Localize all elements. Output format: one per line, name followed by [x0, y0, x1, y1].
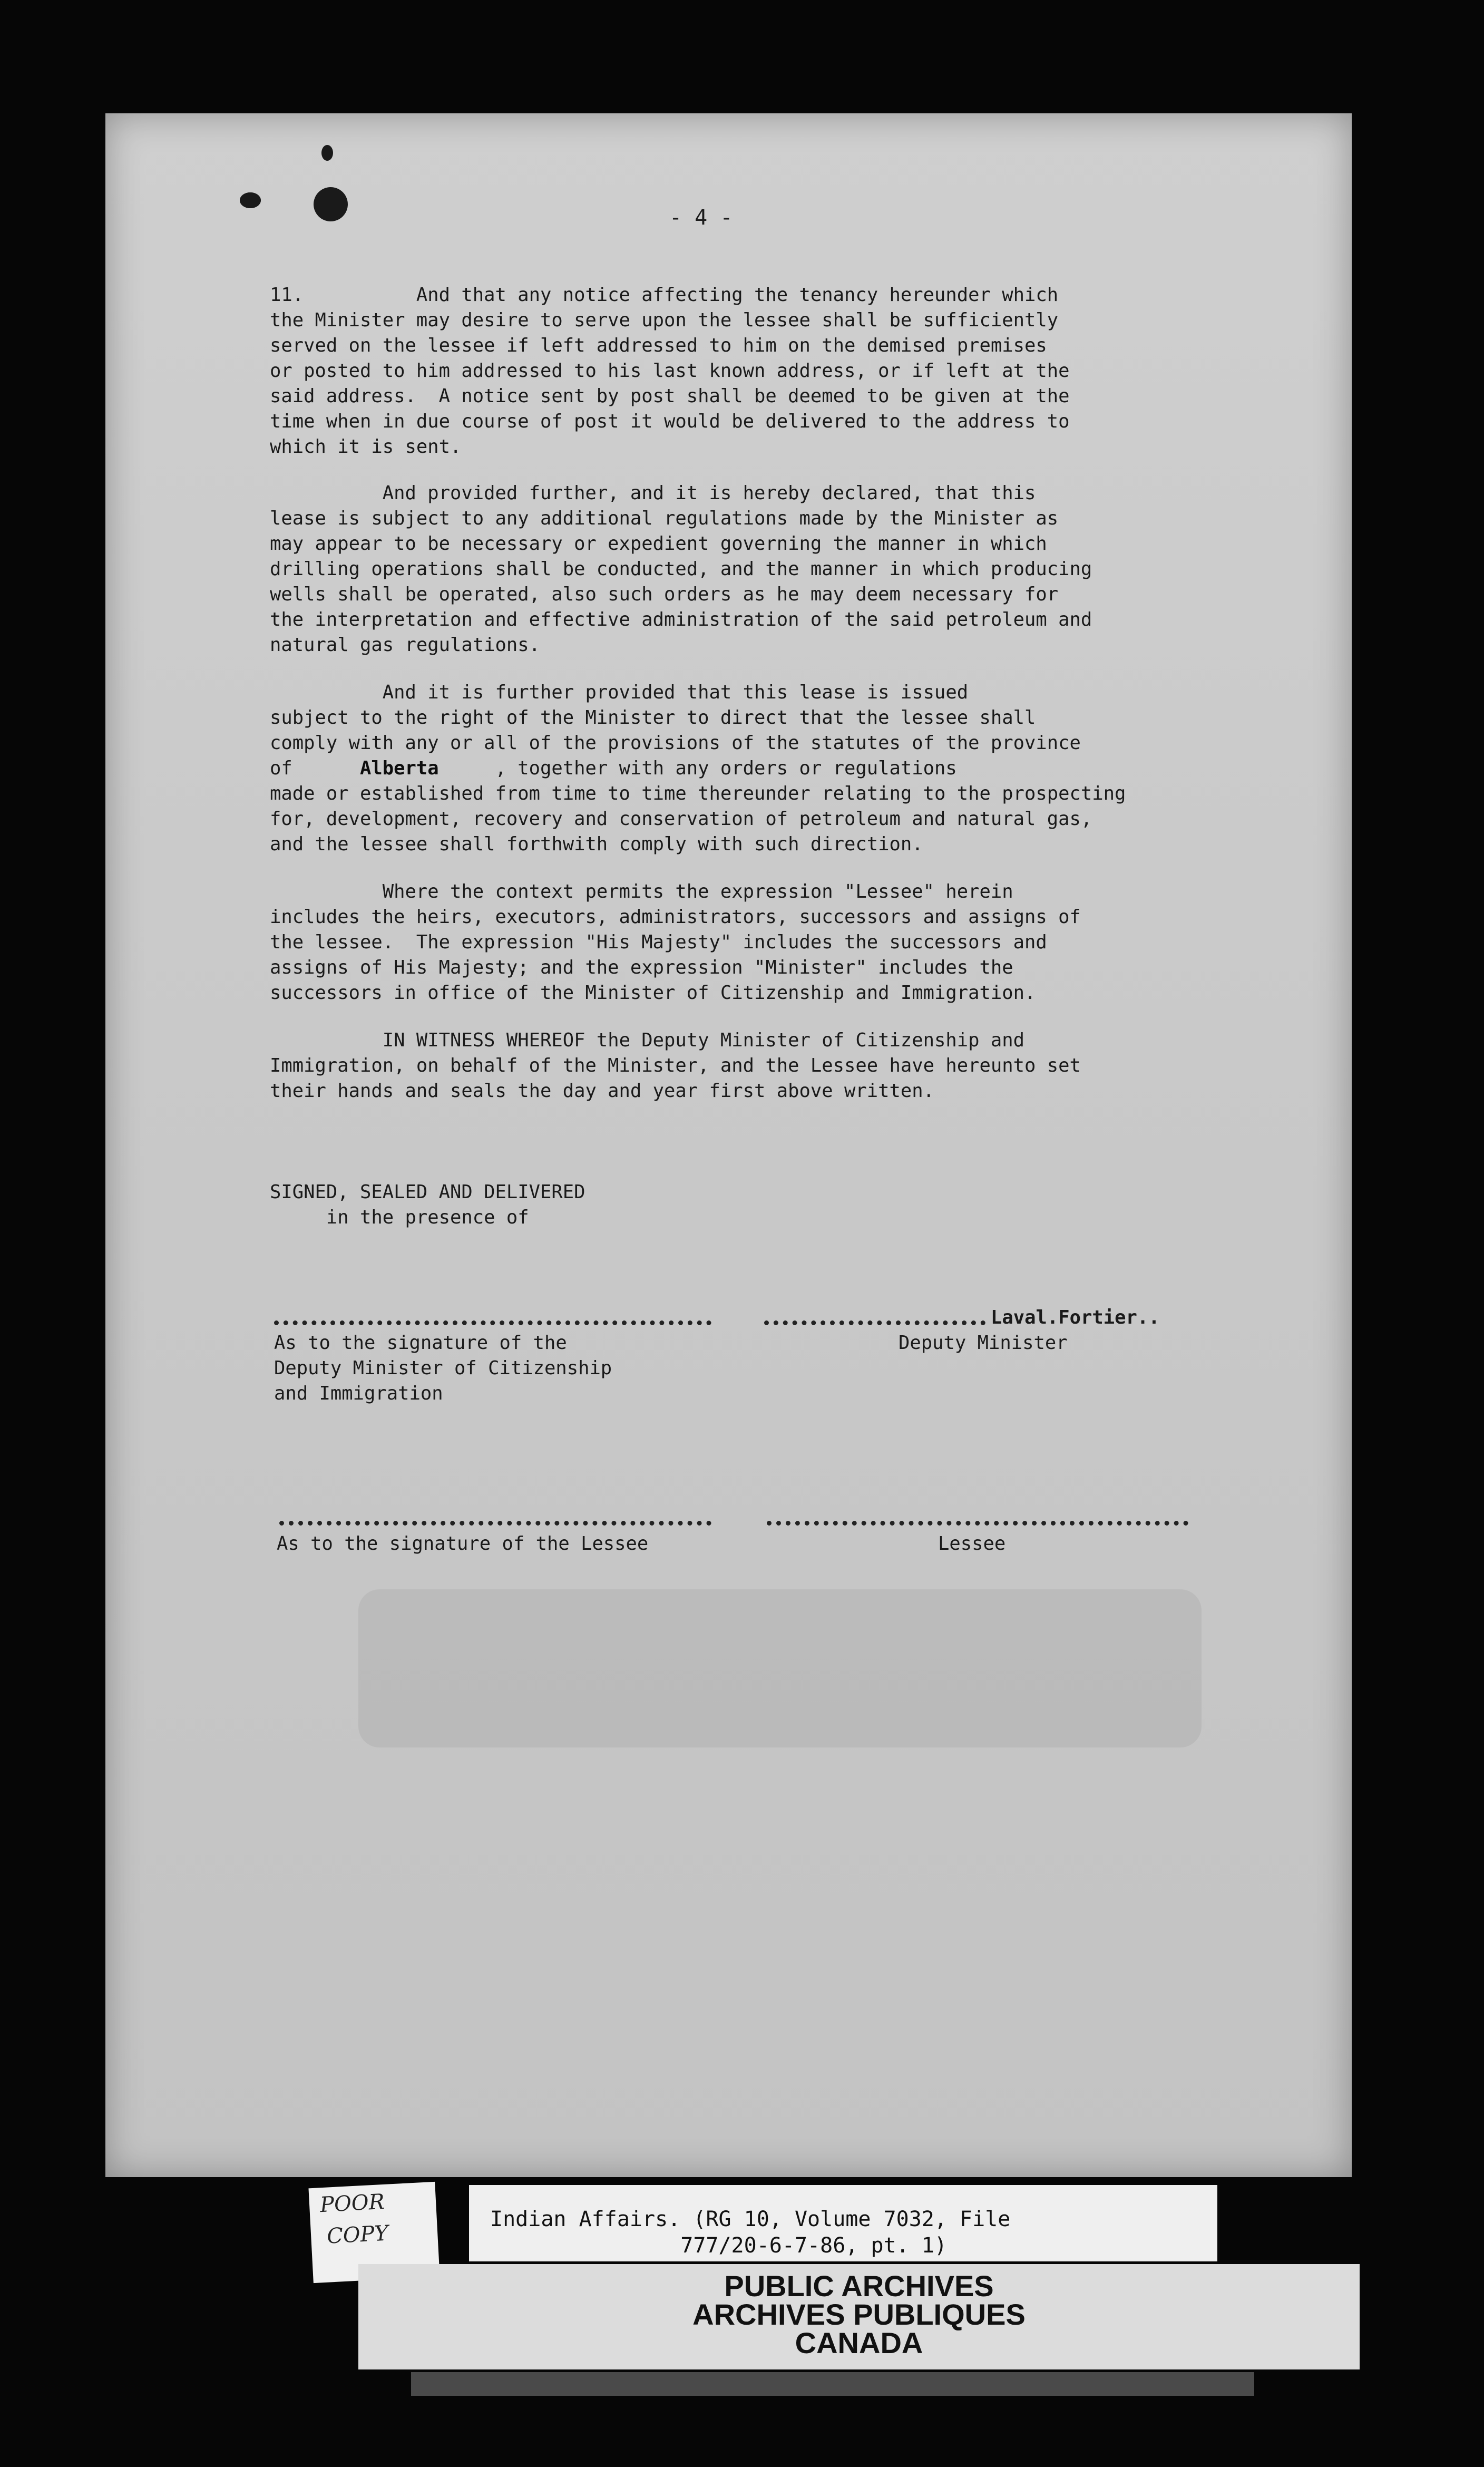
film-edge-strip: [411, 2372, 1254, 2396]
bleed-through-smudge: [358, 1589, 1202, 1747]
deputy-minister-label: Deputy Minister: [899, 1332, 1068, 1354]
archive-reference-text: Indian Affairs. (RG 10, Volume 7032, File 777/20-6-7-86, pt. 1): [490, 2207, 1011, 2258]
lessee-witness-label: As to the signature of the Lessee: [277, 1533, 649, 1555]
lessee-signature-line: [767, 1521, 1188, 1526]
archives-stamp-line-country: CANADA: [795, 2326, 923, 2359]
clause-11-notice: 11. And that any notice affecting the tenancy hereunder which the Minister may desire to serve upon the lessee shall be sufficiently served on the lessee if left addressed to him on the demised premises or posted to him addressed to his last known address, or if left at the said address. A notice sent by post shall be deemed to be given at the time when in due course of post it would be delivered to the address to which it is sent.: [270, 284, 1070, 458]
lessee-witness-signature-line: [279, 1521, 711, 1526]
deputy-signature-line: [764, 1320, 985, 1325]
deputy-witness-label: As to the signature of the Deputy Minister of Citizenship and Immigration: [274, 1332, 612, 1404]
clause-regulations: And provided further, and it is hereby declared, that this lease is subject to any additional regulations made by the Minister as may appear to be necessary or expedient governing the manner in which drilling operations shall be conducted, and the manner in which producing wells shall be operated, also such orders as he may deem necessary for the interpretation and effective administration of the said petroleum and natural gas regulations.: [270, 482, 1092, 656]
page-number: - 4 -: [669, 206, 733, 230]
archives-stamp-line-french: ARCHIVES PUBLIQUES: [692, 2298, 1026, 2331]
clause-definitions: Where the context permits the expression "Lessee" herein includes the heirs, executors, administrators, successors and assigns of the lessee. The expression "His Majesty" includes the successors and assigns of His Majesty; and the expression "Minister" includes the successors in office of the Minister of Citizenship and Immigration.: [270, 881, 1081, 1004]
province-text-before: And it is further provided that this lease is issued subject to the right of the Minister to direct that the lessee shall comply with any or all of the provisions of the statutes of the province of: [270, 682, 1081, 779]
ink-blot: [240, 192, 261, 208]
signed-sealed-delivered: SIGNED, SEALED AND DELIVERED in the presence of: [270, 1181, 585, 1228]
province-text-after: , together with any orders or regulations made or established from time to time thereunder relating to the prospecting for, development, recovery and conservation of petroleum and natural gas, and the lessee shall forthwith comply with such direction.: [270, 757, 1126, 855]
poor-copy-line-2: COPY: [326, 2221, 389, 2249]
archives-stamp-line-english: PUBLIC ARCHIVES: [724, 2269, 994, 2303]
ink-blot: [314, 187, 348, 221]
province-name: Alberta: [359, 757, 439, 779]
clause-provincial-statutes: [270, 680, 1250, 857]
ink-blot: [321, 145, 333, 161]
deputy-witness-signature-line: [274, 1320, 711, 1325]
lessee-label: Lessee: [938, 1533, 1006, 1555]
deputy-signature-name: Laval.Fortier..: [991, 1307, 1160, 1328]
poor-copy-line-1: POOR: [319, 2189, 385, 2218]
archives-stamp-text: [358, 2269, 1360, 2359]
witness-clause: IN WITNESS WHEREOF the Deputy Minister of Citizenship and Immigration, on behalf of the Minister, and the Lessee have hereunto set their hands and seals the day and year first above written.: [270, 1029, 1081, 1102]
